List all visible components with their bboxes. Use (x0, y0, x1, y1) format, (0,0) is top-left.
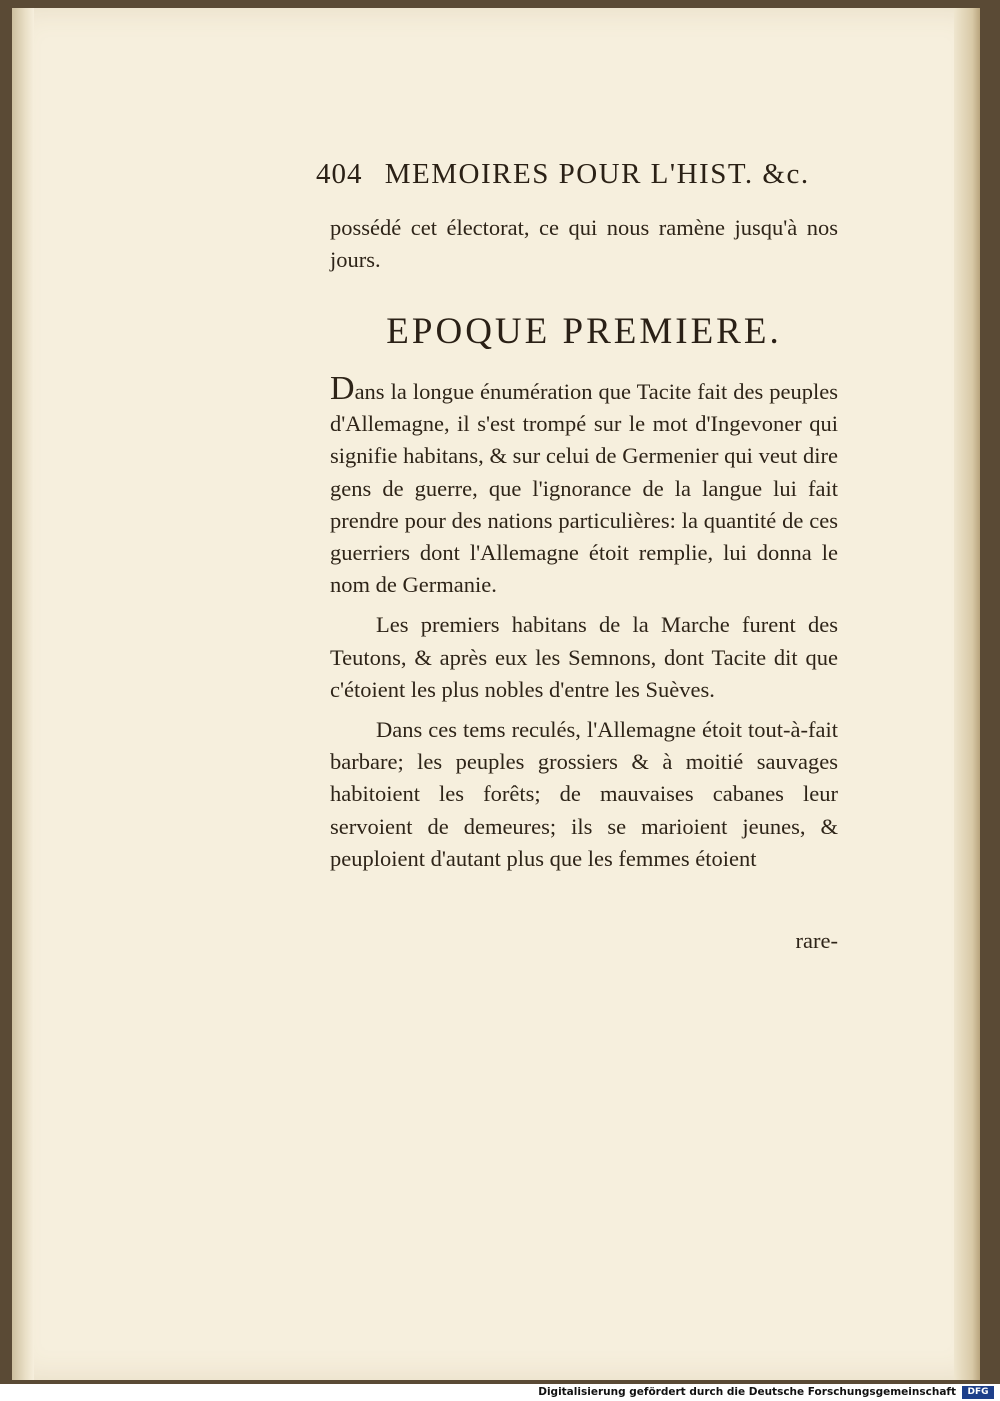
paragraph-1 (330, 370, 838, 601)
running-head (316, 158, 816, 191)
page-gutter (12, 8, 34, 1380)
footer-bar (0, 1384, 1000, 1401)
catchword: rare- (795, 928, 838, 953)
paragraph-3: Dans ces tems reculés, l'Allemagne étoit tout-à-fait barbare; les peuples grossiers & à moitié sauvages habitoient les forêts; de mauvaises cabanes leur servoient de demeures; ils se marioient jeunes, & peuploient d'autant plus que les femmes étoient (330, 717, 838, 871)
page-number: 404 (316, 158, 363, 190)
running-title: MEMOIRES POUR L'HIST. &c. (384, 158, 810, 190)
section-heading: EPOQUE PREMIERE. (386, 311, 782, 352)
footer-credit: Digitalisierung gefördert durch die Deutsche Forschungsgemeinschaft (538, 1386, 956, 1398)
paragraph-2: Les premiers habitans de la Marche furent des Teutons, & après eux les Semnons, dont Tacite dit que c'étoient les plus nobles d'entre les Suèves. (330, 612, 838, 702)
continuation-paragraph: possédé cet électorat, ce qui nous ramène jusqu'à nos jours. (330, 215, 838, 273)
paragraph-1-text: ans la longue énumération que Tacite fait des peuples d'Allemagne, il s'est trompé sur le mot d'Ingevoner qui signifie habitans, & sur celui de Germenier qui veut dire gens de guerre, que l'ignorance de la langue lui fait prendre pour des nations particulières: la quantité de ces guerriers dont l'Allemagne étoit remplie, lui donna le nom de Germanie. (330, 379, 838, 598)
drop-cap: D (330, 370, 355, 407)
continuation-text (330, 212, 838, 276)
dfg-logo-icon: DFG (962, 1386, 994, 1399)
page-edge (954, 8, 980, 1380)
main-text (330, 370, 838, 875)
